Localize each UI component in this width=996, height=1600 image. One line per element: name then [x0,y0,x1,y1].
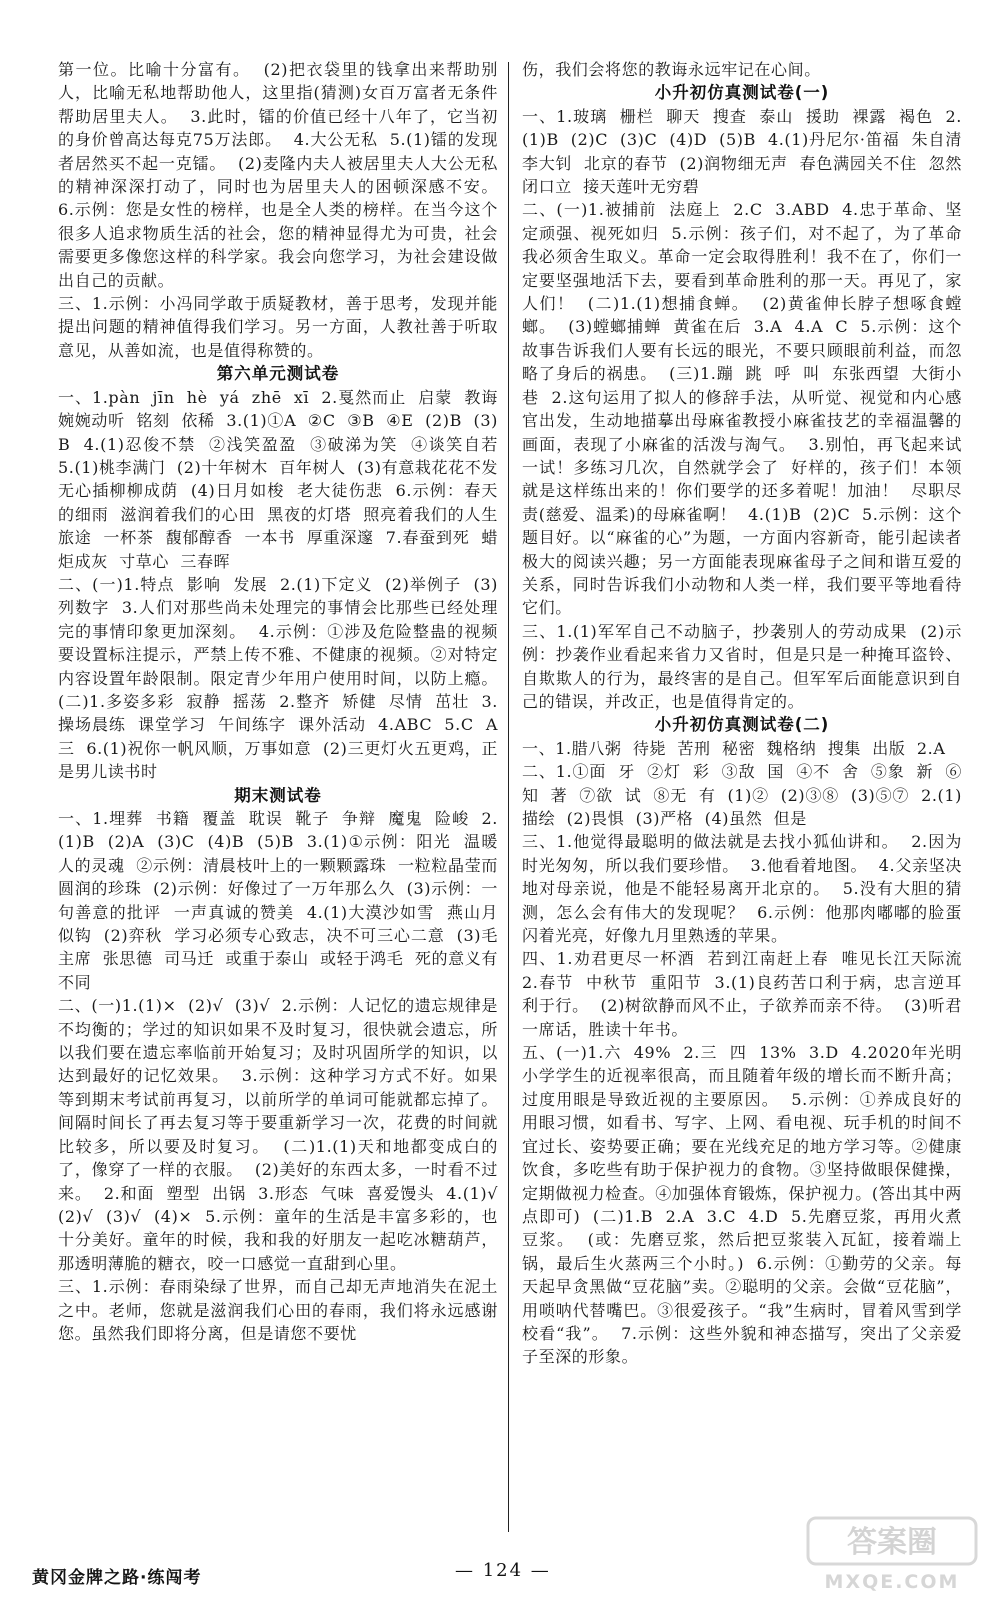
answer-paragraph: 五、(一)1.六 49% 2.三 四 13% 3.D 4.2020年光明小学学生的近视率很高，而且随着年级的增长而不断升高；过度用眼是导致近视的主要原因。 5.示例：①养成良好的用眼习惯，如看书、写字、上网、看电视、玩手机的时间不宜过长、姿势要正确；要在光线充足的地方学习等。②健康饮食，多吃些有助于保护视力的食物。③坚持做眼保健操，定期做视力检查。④加强体育锻炼，保护视力。(答出其中两点即可) (二)1.B 2.A 3.C 4.D 5.先磨豆浆，再用火煮豆浆。 (或：先磨豆浆，然后把豆浆装入瓦缸，接着端上锅，最后生火蒸两三个小时。) 6.示例：①勤劳的父亲。每天起早贪黑做“豆花脑”卖。②聪明的父亲。会做“豆花脑”，用唢呐代替嘴巴。③很爱孩子。“我”生病时，冒着风雪到学校看“我”。 7.示例：这些外貌和神态描写，突出了父亲爱子至深的形象。 [522,1043,962,1367]
watermark-text: 答案圈 [847,1525,937,1560]
left-column [58,58,510,1345]
answer-paragraph: 三、1.他觉得最聪明的做法就是去找小狐仙讲和。 2.因为时光匆匆，所以我们要珍惜。 3.他看着地图。 4.父亲坚决地对母亲说，他是不能轻易离开北京的。 5.没有大胆的猜测，怎么会有伟大的发现呢？ 6.示例：他那肉嘟嘟的脸蛋闪着光亮，好像九月里熟透的苹果。 [522,832,962,946]
answer-page [58,58,974,1536]
answer-paragraph: 二、1.①面 牙 ②灯 彩 ③敌 国 ④不 舍 ⑤象 新 ⑥知 著 ⑦欲 试 ⑧无 有 (1)② (2)③⑧ (3)⑤⑦ 2.(1)描绘 (2)畏惧 (3)严格 (4)虽然 但是 [522,762,962,828]
answer-paragraph: 三、1.示例：小冯同学敢于质疑教材，善于思考，发现并能提出问题的精神值得我们学习。另一方面，人教社善于听取意见，从善如流，也是值得称赞的。 [58,294,498,360]
book-title: 黄冈金牌之路·练闯考 [32,1568,202,1588]
answer-paragraph: 一、1.pàn jīn hè yá zhē xī 2.戛然而止 启蒙 教诲 婉婉动听 铭刻 依稀 3.(1)①A ②C ③B ④E (2)B (3)B 4.(1)忍俊不禁 ②浅笑盈盈 ③破涕为笑 ④谈笑自若 5.(1)桃李满门 (2)十年树木 百年树人 (3)有意栽花花不发 无心插柳柳成荫 (4)日月如梭 老大徒伤悲 6.示例：春天的细雨 滋润着我们的心田 黑夜的灯塔 照亮着我们的人生旅途 一杯茶 馥郁醇香 一本书 厚重深邃 7.春蚕到死 蜡炬成灰 寸草心 三春晖 [58,387,510,571]
answer-paragraph: 二、(一)1.被捕前 法庭上 2.C 3.ABD 4.忠于革命、坚定顽强、视死如归 5.示例：孩子们，对不起了，为了革命我必须舍生取义。革命一定会取得胜利！我不在了，你们一定要坚强地活下去，要看到革命胜利的那一天。再见了，家人们！ (二)1.(1)想捕食蝉。 (2)黄雀伸长脖子想啄食螳螂。 (3)螳螂捕蝉 黄雀在后 3.A 4.A C 5.示例：这个故事告诉我们人要有长远的眼光，不要只顾眼前利益，而忽略了身后的祸患。 (三)1.蹦 跳 呼 叫 东张西望 大街小巷 2.这句运用了拟人的修辞手法，从听觉、视觉和内心感官出发，生动地描摹出母麻雀教授小麻雀技艺的幸福温馨的画面，表现了小麻雀的活泼与淘气。 3.别怕，再飞起来试一试！多练习几次，自然就学会了 好样的，孩子们！本领就是这样练出来的！你们要学的还多着呢！加油！ 尽职尽责(慈爱、温柔)的母麻雀啊！ 4.(1)B (2)C 5.示例：这个题目好。以“麻雀的心”为题，一方面内容新奇，能引起读者极大的阅读兴趣；另一方面能表现麻雀母子之间和谐互爱的关系，同时告诉我们小动物和人类一样，我们要平等地看待它们。 [522,200,962,618]
column-divider [508,62,509,1532]
answer-paragraph: 三、1.示例：春雨染绿了世界，而自己却无声地消失在泥土之中。老师，您就是滋润我们心田的春雨，我们将永远感谢您。虽然我们即将分离，但是请您不要忧 [58,1277,498,1343]
watermark-url: MXQE.COM [824,1571,960,1593]
answer-paragraph: 二、(一)1.特点 影响 发展 2.(1)下定义 (2)举例子 (3)列数字 3.人们对那些尚未处理完的事情会比那些已经处理完的事情印象更加深刻。 4.示例：①涉及危险整蛊的视频要设置标注提示，严禁上传不雅、不健康的视频。②对特定内容设置年龄限制。限定青少年用户使用时间，以防上瘾。 (二)1.多姿多彩 寂静 摇荡 2.整齐 矫健 尽情 茁壮 3.操场晨练 课堂学习 午间练字 课外活动 4.ABC 5.C A 三 6.(1)祝你一帆风顺，万事如意 (2)三更灯火五更鸡，正是男儿读书时 [58,574,510,782]
answer-paragraph: 三、1.(1)军军自己不动脑子，抄袭别人的劳动成果 (2)示例：抄袭作业看起来省力又省时，但是只是一种掩耳盗铃、自欺欺人的行为，最终害的是自己。但军军后面能意识到自己的错误，并改正，也是值得肯定的。 [522,621,962,711]
watermark-logo [802,1512,982,1594]
answer-paragraph: 四、1.劝君更尽一杯酒 若到江南赶上春 唯见长江天际流 2.春节 中秋节 重阳节 3.(1)良药苦口利于病，忠言逆耳利于行。 (2)树欲静而风不止，子欲养而亲不待。 (3)听君一席话，胜读十年书。 [522,949,974,1039]
answer-paragraph: 一、1.腊八粥 待毙 苦刑 秘密 魏格纳 搜集 出版 2.A [522,738,946,758]
page-number: — 124 — [455,1560,551,1581]
answer-paragraph: 第一位。比喻十分富有。 (2)把衣袋里的钱拿出来帮助别人，比喻无私地帮助他人，这里指(猜测)女百万富者无条件帮助居里夫人。 3.此时，镭的价值已经十八年了，它当初的身价曾高达每克75万法郎。 4.大公无私 5.(1)镭的发现者居然买不起一克镭。 (2)麦隆内夫人被居里夫人大公无私的精神深深打动了，同时也为居里夫人的困顿深感不安。 6.示例：您是女性的榜样，也是全人类的榜样。在当今这个很多人追求物质生活的社会，您的精神显得尤为可贵，社会需要更多像您这样的科学家。我会向您学习，为社会建设做出自己的贡献。 [58,60,510,290]
section-heading: 第六单元测试卷 [216,364,340,384]
answer-paragraph: 二、(一)1.(1)× (2)√ (3)√ 2.示例：人记忆的遗忘规律是不均衡的；学过的知识如果不及时复习，很快就会遗忘，所以我们要在遗忘率临前开始复习；及时巩固所学的知识，以达到最好的记忆效果。 3.示例：这种学习方式不好。如果等到期末考试前再复习，以前所学的单词可能就都忘掉了。间隔时间长了再去复习等于要重新学习一次，花费的时间就比较多，所以要及时复习。 (二)1.(1)天和地都变成白的了，像穿了一样的衣服。 (2)美好的东西太多，一时看不过来。 2.和面 塑型 出锅 3.形态 气味 喜爱馒头 4.(1)√ (2)√ (3)√ (4)× 5.示例：童年的生活是丰富多彩的，也十分美好。童年的时候，我和我的好朋友一起吃冰糖葫芦，那透明薄脆的糖衣，咬一口感觉一直甜到心里。 [58,996,510,1273]
right-column [522,58,974,1369]
section-heading: 小升初仿真测试卷(一) [654,83,830,103]
answer-paragraph: 伤，我们会将您的教诲永远牢记在心间。 [522,60,821,79]
answer-paragraph: 一、1.埋葬 书籍 覆盖 耽误 靴子 争辩 魔鬼 险峻 2.(1)B (2)A (3)C (4)B (5)B 3.(1)①示例：阳光 温暖人的灵魂 ②示例：清晨枝叶上的一颗颗露珠 一粒粒晶莹而圆润的珍珠 (2)示例：好像过了一万年那么久 (3)示例：一句善意的批评 一声真诚的赞美 4.(1)大漠沙如雪 燕山月似钩 (2)弈秋 学习必须专心致志，决不可三心二意 (3)毛主席 张思德 司马迁 或重于泰山 或轻于鸿毛 死的意义有不同 [58,809,498,992]
section-heading: 小升初仿真测试卷(二) [654,715,830,735]
answer-paragraph: 一、1.玻璃 栅栏 聊天 搜查 泰山 援助 裸露 褐色 2.(1)B (2)C (3)C (4)D (5)B 4.(1)丹尼尔·笛福 朱自清 李大钊 北京的春节 (2)润物细无声 春色满园关不住 忽然闭口立 接天莲叶无穷碧 [522,106,974,197]
section-heading: 期末测试卷 [234,785,322,805]
